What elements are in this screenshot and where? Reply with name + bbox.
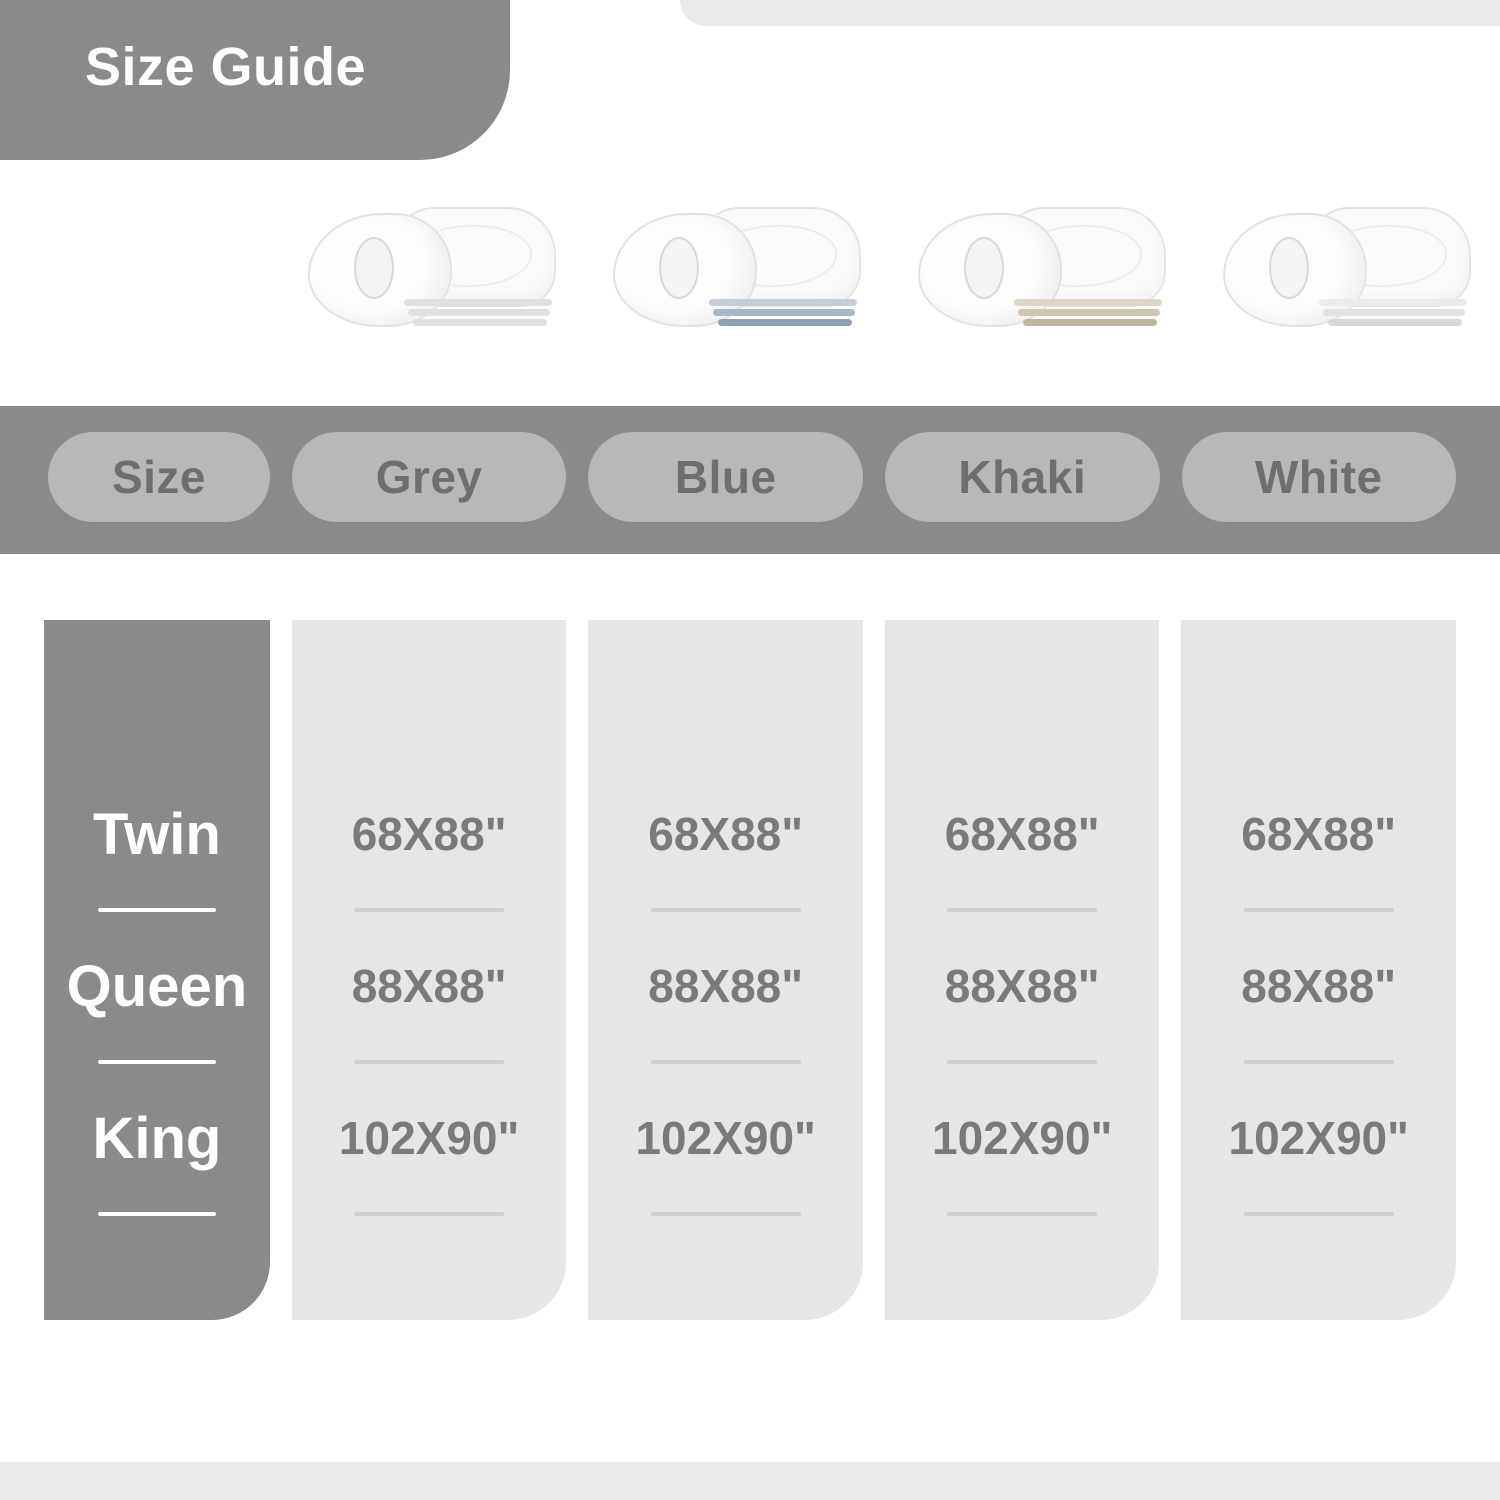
header-bar (0, 0, 510, 160)
bottom-strip (0, 1462, 1500, 1500)
cell-grey-queen: 88X88" (351, 960, 507, 1012)
column-khaki (885, 620, 1160, 1320)
comforter-folded-stack (1319, 299, 1469, 333)
size-table (44, 620, 1456, 1320)
cell-blue-twin: 68X88" (648, 808, 804, 860)
top-right-notch (680, 0, 1500, 26)
header-pill-grey: Grey (292, 432, 567, 522)
column-size (44, 620, 270, 1320)
header-pill-blue: Blue (588, 432, 863, 522)
page-title: Size Guide (85, 37, 367, 97)
product-image-strip (300, 195, 1480, 385)
khaki-comforter-image (910, 203, 1175, 378)
grey-comforter-image (300, 203, 565, 378)
cell-khaki-twin: 68X88" (944, 808, 1100, 860)
table-header-pills (48, 432, 1456, 522)
cell-white-queen: 88X88" (1241, 960, 1397, 1012)
cell-blue-queen: 88X88" (648, 960, 804, 1012)
header-pill-white: White (1182, 432, 1457, 522)
white-comforter-image (1215, 203, 1480, 378)
cell-khaki-queen: 88X88" (944, 960, 1100, 1012)
cell-white-twin: 68X88" (1241, 808, 1397, 860)
comforter-folded-stack (709, 299, 859, 333)
column-blue (588, 620, 863, 1320)
cell-white-king: 102X90" (1228, 1112, 1409, 1164)
comforter-folded-stack (404, 299, 554, 333)
cell-size-king: King (92, 1105, 222, 1171)
column-grey-cells (292, 760, 567, 1216)
blue-comforter-image (605, 203, 870, 378)
column-khaki-cells (885, 760, 1160, 1216)
cell-divider (98, 1212, 216, 1216)
cell-grey-king: 102X90" (338, 1112, 520, 1164)
cell-divider (1244, 1212, 1394, 1216)
cell-size-queen: Queen (66, 953, 248, 1019)
cell-grey-twin: 68X88" (351, 808, 507, 860)
column-white-cells (1181, 760, 1456, 1216)
cell-khaki-king: 102X90" (931, 1112, 1113, 1164)
column-grey (292, 620, 567, 1320)
column-blue-cells (588, 760, 863, 1216)
header-pill-khaki: Khaki (885, 432, 1160, 522)
cell-divider (651, 1212, 801, 1216)
cell-divider (354, 1212, 504, 1216)
column-white (1181, 620, 1456, 1320)
cell-divider (947, 1212, 1097, 1216)
column-size-cells (44, 760, 270, 1216)
cell-size-twin: Twin (93, 801, 221, 867)
header-pill-size: Size (48, 432, 270, 522)
comforter-folded-stack (1014, 299, 1164, 333)
cell-blue-king: 102X90" (635, 1112, 816, 1164)
